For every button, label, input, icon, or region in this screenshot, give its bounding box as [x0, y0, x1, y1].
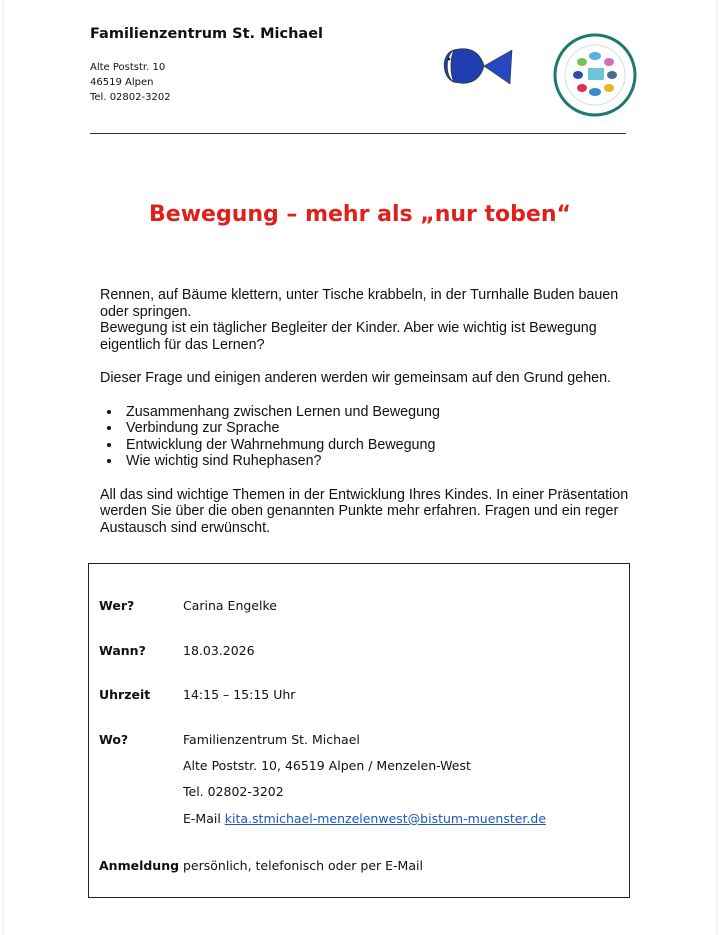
email-link[interactable]: kita.stmichael-menzelenwest@bistum-muenster.de — [224, 811, 547, 826]
label: Uhrzeit — [99, 687, 151, 702]
header-divider — [90, 133, 626, 134]
label: Wo? — [99, 732, 129, 747]
paragraph: All das sind wichtige Themen in der Entwicklung Ihres Kindes. In einer Präsentation werden Sie über die oben genannten Punkte mehr erfahren. Fragen und ein reger Austausch sind erwünscht. — [100, 486, 629, 536]
list-item: • Wie wichtig sind Ruhephasen? — [122, 453, 630, 470]
value: Tel. 02802-3202 — [183, 784, 284, 799]
body-text — [100, 287, 630, 536]
list-item: • Entwicklung der Wahrnehmung durch Bewegung — [122, 437, 630, 454]
value: Carina Engelke — [183, 598, 277, 613]
fish-logo-icon — [440, 46, 516, 86]
address-phone: Tel. 02802-3202 — [90, 92, 171, 103]
paragraph: Rennen, auf Bäume klettern, unter Tische krabbeln, in der Turnhalle Buden bauen oder springen. — [100, 287, 619, 320]
list-item: • Verbindung zur Sprache — [122, 420, 630, 437]
page-title: Bewegung – mehr als „nur toben“ — [149, 202, 571, 227]
org-address — [90, 60, 171, 105]
value: 18.03.2026 — [183, 643, 255, 658]
address-street: Alte Poststr. 10 — [90, 62, 166, 73]
value: Alte Poststr. 10, 46519 Alpen / Menzelen-West — [183, 758, 471, 773]
value: Familienzentrum St. Michael — [183, 732, 360, 747]
topic-list — [100, 404, 630, 470]
kita-seal-logo-icon — [552, 32, 638, 118]
event-info-box — [88, 563, 630, 898]
email-line — [183, 811, 546, 826]
paragraph: Bewegung ist ein täglicher Begleiter der Kinder. Aber wie wichtig ist Bewegung eigentlich für das Lernen? — [100, 320, 597, 353]
label: Wann? — [99, 643, 146, 658]
email-label: E-Mail — [183, 811, 225, 826]
org-name: Familienzentrum St. Michael — [90, 26, 324, 42]
label: Wer? — [99, 598, 135, 613]
paragraph: Dieser Frage und einigen anderen werden wir gemeinsam auf den Grund gehen. — [100, 370, 612, 386]
list-item: • Zusammenhang zwischen Lernen und Bewegung — [122, 404, 630, 421]
value: 14:15 – 15:15 Uhr — [183, 687, 296, 702]
address-city: 46519 Alpen — [90, 77, 154, 88]
label: Anmeldung — [99, 858, 180, 873]
value: persönlich, telefonisch oder per E-Mail — [183, 858, 423, 873]
